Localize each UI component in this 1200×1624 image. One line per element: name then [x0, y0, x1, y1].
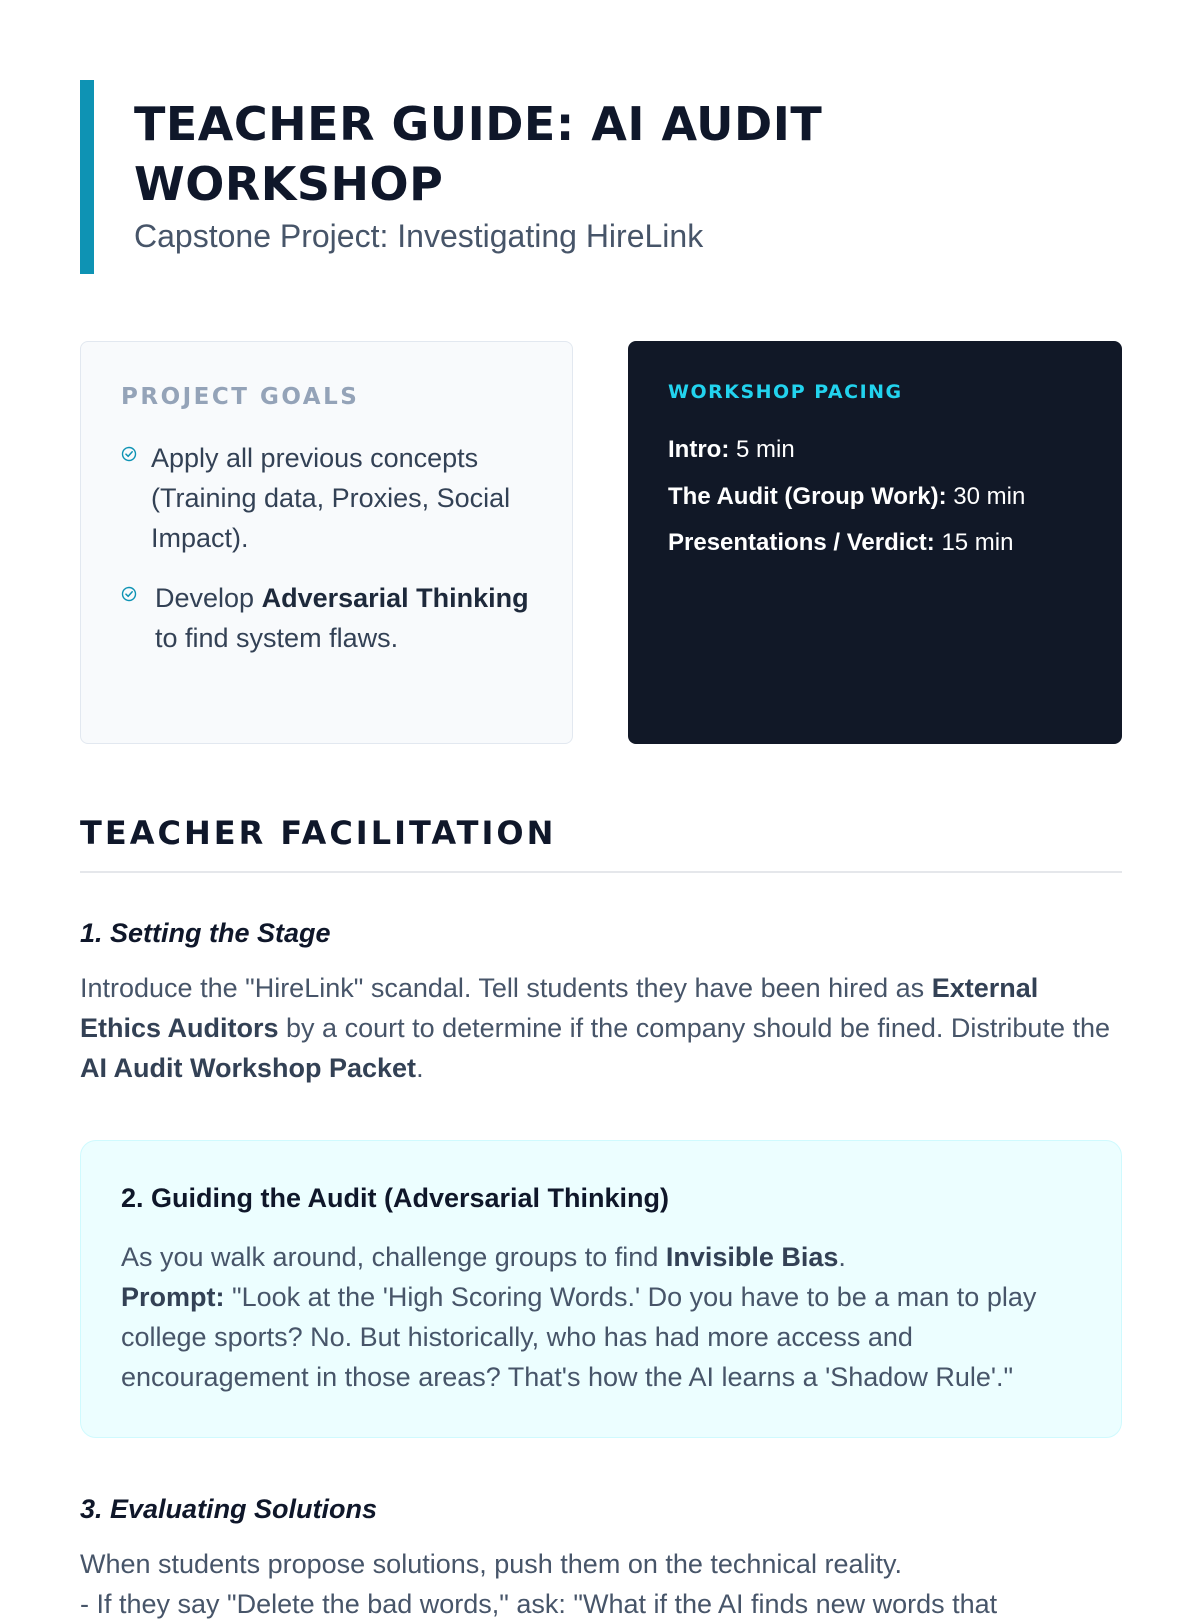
- pacing-row: Intro: 5 min: [668, 436, 795, 463]
- goal-text: Develop Adversarial Thinking to find system flaws.: [155, 583, 529, 653]
- setting-the-stage-heading: 1. Setting the Stage: [80, 918, 331, 948]
- project-goals-card: [80, 341, 573, 744]
- goal-text: Apply all previous concepts (Training data, Proxies, Social Impact).: [151, 443, 511, 553]
- document-subtitle: Capstone Project: Investigating HireLink: [134, 218, 704, 254]
- accent-bar: [80, 80, 94, 274]
- teacher-facilitation-heading: TEACHER FACILITATION: [80, 814, 557, 852]
- workshop-pacing-label: WORKSHOP PACING: [668, 381, 903, 403]
- evaluating-solutions-paragraph: When students propose solutions, push them on the technical reality. - If they say "Delete the bad words," ask: "What if the AI finds new words that: [80, 1549, 998, 1619]
- goal-item: [121, 438, 531, 558]
- workshop-pacing-card: [628, 341, 1122, 744]
- setting-the-stage-paragraph: Introduce the "HireLink" scandal. Tell students they have been hired as External Ethics Auditors by a court to determine if the company should be fined. Distribute the AI Audit Workshop Packet.: [80, 973, 1110, 1083]
- pacing-row: The Audit (Group Work): 30 min: [668, 483, 1026, 510]
- guiding-the-audit-heading: 2. Guiding the Audit (Adversarial Thinking): [121, 1183, 670, 1213]
- check-circle-icon: [121, 446, 137, 462]
- section-divider: [80, 871, 1122, 873]
- guiding-the-audit-paragraph: As you walk around, challenge groups to find Invisible Bias. Prompt: "Look at the 'High Scoring Words.' Do you have to be a man to play college sports? No. But historically, who has had more access and encouragement in those areas? That's how the AI learns a 'Shadow Rule'.": [121, 1242, 1037, 1392]
- goal-item: [121, 578, 531, 658]
- evaluating-solutions-heading: 3. Evaluating Solutions: [80, 1494, 378, 1524]
- guiding-the-audit-callout: [80, 1140, 1122, 1438]
- document-title: TEACHER GUIDE: AI AUDIT WORKSHOP: [134, 97, 823, 211]
- check-circle-icon: [121, 586, 137, 602]
- pacing-row: Presentations / Verdict: 15 min: [668, 529, 1014, 556]
- project-goals-label: PROJECT GOALS: [121, 384, 360, 410]
- document-header: [80, 80, 1120, 274]
